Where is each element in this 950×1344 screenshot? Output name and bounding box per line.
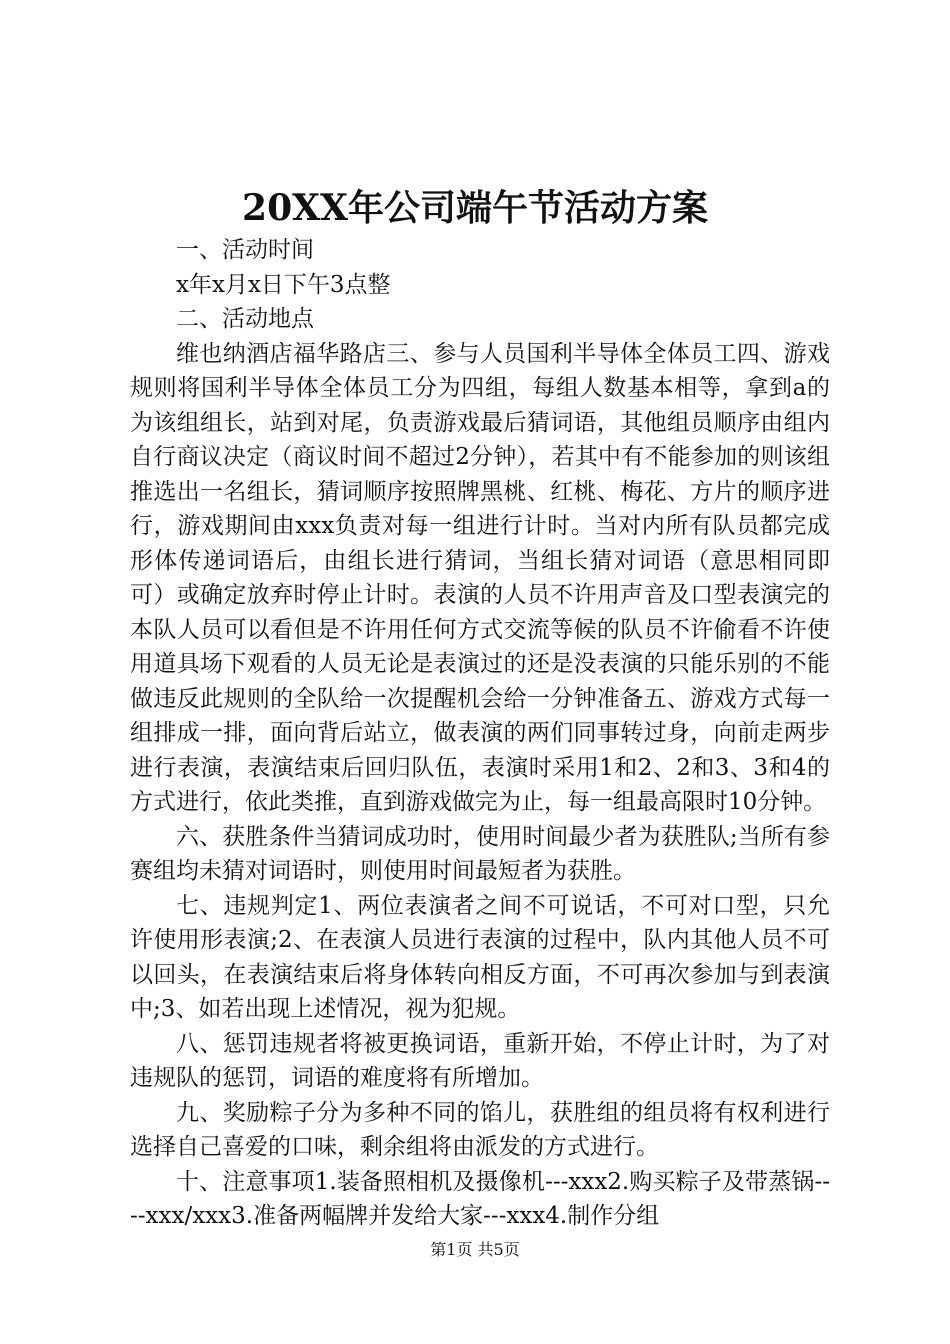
paragraph-activity-time: x年x月x日下午3点整 [176,271,391,298]
paragraph-reward: 九、奖励粽子分为多种不同的馅儿，获胜组的组员将有权利进行选择自己喜爱的口味，剩余组将由派发的方式进行。 [130,1099,830,1160]
paragraph-location-rules: 维也纳酒店福华路店三、参与人员国利半导体全体员工四、游戏规则将国利半导体全体员工分为四组，每组人数基本相等，拿到a的为该组组长，站到对尾，负责游戏最后猜词语，其他组员顺序由组内自行商议决定（商议时间不超过2分钟），若其中有不能参加的则该组推选出一名组长，猜词顺序按照牌黑桃、红桃、梅花、方片的顺序进行，游戏期间由xxx负责对每一组进行计时。当对内所有队员都完成形体传递词语后，由组长进行猜词，当组长猜对词语（意思相同即可）或确定放弃时停止计时。表演的人员不许用声音及口型表演完的本队人员可以看但是不许用任何方式交流等候的队员不许偷看不许使用道具场下观看的人员无论是表演过的还是没表演的只能乐别的不能做违反此规则的全队给一次提醒机会给一分钟准备五、游戏方式每一组排成一排，面向背后站立，做表演的两们同事转过身，向前走两步进行表演，表演结束后回归队伍，表演时采用1和2、2和3、3和4的方式进行，依此类推，直到游戏做完为止，每一组最高限时10分钟。 [130,340,830,815]
document-title: 20XX年公司端午节活动方案 [242,187,708,229]
page-number-footer: 第1页 共5页 [430,1240,520,1259]
paragraph-penalty: 八、惩罚违规者将被更换词语，重新开始，不停止计时，为了对违规队的惩罚，词语的难度将有所增加。 [130,1030,830,1091]
document-body [130,233,830,1234]
paragraph-winning-condition: 六、获胜条件当猜词成功时，使用时间最少者为获胜队;当所有参赛组均未猜对词语时，则使用时间最短者为获胜。 [130,823,830,884]
paragraph-activity-time-heading: 一、活动时间 [176,237,314,263]
paragraph-violation-rules: 七、违规判定1、两位表演者之间不可说话，不可对口型，只允许使用形表演;2、在表演人员进行表演的过程中，队内其他人员不可以回头，在表演结束后将身体转向相反方面，不可再次参加与到表演中;3、如若出现上述情况，视为犯规。 [130,892,830,1022]
paragraph-notes: 十、注意事项1.装备照相机及摄像机---xxx2.购买粽子及带蒸锅----xxx/xxx3.准备两幅牌并发给大家---xxx4.制作分组 [130,1168,830,1229]
paragraph-activity-location-heading: 二、活动地点 [176,306,314,332]
